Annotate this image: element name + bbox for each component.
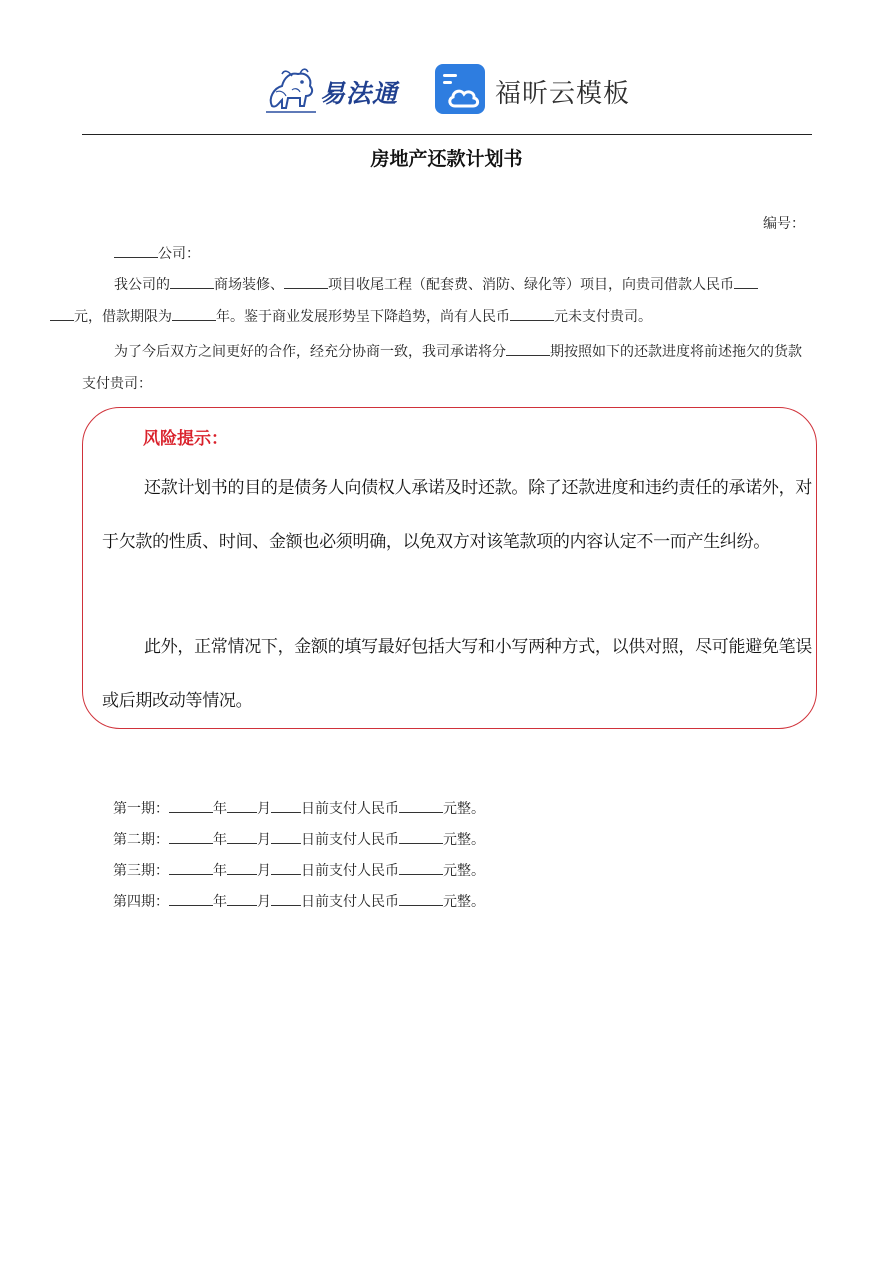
risk-notice-title: 风险提示： — [143, 429, 228, 449]
blank-field[interactable] — [271, 891, 301, 906]
text: 年 — [213, 894, 227, 910]
payment-period-row — [113, 798, 485, 818]
text: 元整。 — [443, 863, 485, 879]
addressee-suffix: 公司： — [158, 246, 200, 262]
period-label: 第三期： — [113, 863, 169, 879]
text: 日前支付人民币 — [301, 863, 399, 879]
blank-field[interactable] — [227, 891, 257, 906]
text: 年 — [213, 832, 227, 848]
text: 期按照如下的还款进度将前述拖欠的货款支付贵司： — [82, 344, 802, 392]
text: 月 — [257, 801, 271, 817]
document-title: 房地产还款计划书 — [370, 148, 523, 170]
text: 为了今后双方之间更好的合作，经充分协商一致，我司承诺将分 — [114, 344, 506, 360]
payment-period-row — [113, 891, 485, 911]
period-label: 第二期： — [113, 832, 169, 848]
blank-field[interactable] — [271, 860, 301, 875]
header-logos — [262, 60, 642, 122]
text: 月 — [257, 832, 271, 848]
blank-field[interactable] — [172, 306, 216, 321]
blank-field[interactable] — [399, 891, 443, 906]
paragraph-loan — [74, 269, 812, 333]
cloud-doc-icon — [435, 64, 485, 114]
fuxin-logo — [435, 64, 645, 118]
text: 元未支付贵司。 — [554, 309, 652, 325]
fuxin-wordmark: 福昕云模板 — [495, 79, 631, 109]
period-label: 第四期： — [113, 894, 169, 910]
text: 日前支付人民币 — [301, 832, 399, 848]
blank-field[interactable] — [271, 798, 301, 813]
text: 日前支付人民币 — [301, 801, 399, 817]
text: 元整。 — [443, 832, 485, 848]
blank-field[interactable] — [506, 341, 550, 356]
blank-field[interactable] — [227, 829, 257, 844]
blank-field[interactable] — [227, 798, 257, 813]
text: 商场装修、 — [214, 277, 284, 293]
text: 日前支付人民币 — [301, 894, 399, 910]
period-label: 第一期： — [113, 801, 169, 817]
blank-field[interactable] — [169, 829, 213, 844]
paragraph-commitment — [82, 336, 812, 400]
blank-field[interactable] — [271, 829, 301, 844]
blank-field[interactable] — [399, 829, 443, 844]
yifatong-wordmark: 易法通 — [320, 79, 399, 108]
text: 月 — [257, 863, 271, 879]
text: 月 — [257, 894, 271, 910]
text: 元整。 — [443, 801, 485, 817]
serial-number-label: 编号： — [763, 216, 805, 232]
risk-notice-box — [82, 407, 817, 729]
text: 项目收尾工程（配套费、消防、绿化等）项目，向贵司借款人民币 — [328, 277, 734, 293]
text: 我公司的 — [114, 277, 170, 293]
risk-notice-paragraph-2: 此外，正常情况下，金额的填写最好包括大写和小写两种方式，以供对照，尽可能避免笔误或后期改动等情况。 — [102, 637, 812, 711]
blank-field[interactable] — [114, 243, 158, 258]
header-divider — [82, 134, 812, 135]
blank-field[interactable] — [169, 798, 213, 813]
qilin-icon — [262, 62, 320, 118]
payment-period-row — [113, 829, 485, 849]
blank-field[interactable] — [170, 274, 214, 289]
text: 年。鉴于商业发展形势呈下降趋势，尚有人民币 — [216, 309, 510, 325]
blank-field[interactable] — [284, 274, 328, 289]
blank-field[interactable] — [510, 306, 554, 321]
text: 年 — [213, 863, 227, 879]
blank-field[interactable] — [734, 274, 758, 289]
blank-field[interactable] — [227, 860, 257, 875]
risk-notice-paragraph-1: 还款计划书的目的是债务人向债权人承诺及时还款。除了还款进度和违约责任的承诺外，对于欠款的性质、时间、金额也必须明确，以免双方对该笔款项的内容认定不一而产生纠纷。 — [102, 478, 812, 552]
blank-field[interactable] — [169, 891, 213, 906]
blank-field[interactable] — [399, 798, 443, 813]
blank-field[interactable] — [169, 860, 213, 875]
text: 元整。 — [443, 894, 485, 910]
blank-field[interactable] — [399, 860, 443, 875]
text: 年 — [213, 801, 227, 817]
text: 元，借款期限为 — [74, 309, 172, 325]
yifatong-logo — [262, 62, 422, 118]
addressee-line — [82, 238, 812, 270]
payment-period-row — [113, 860, 485, 880]
blank-field[interactable] — [50, 306, 74, 321]
